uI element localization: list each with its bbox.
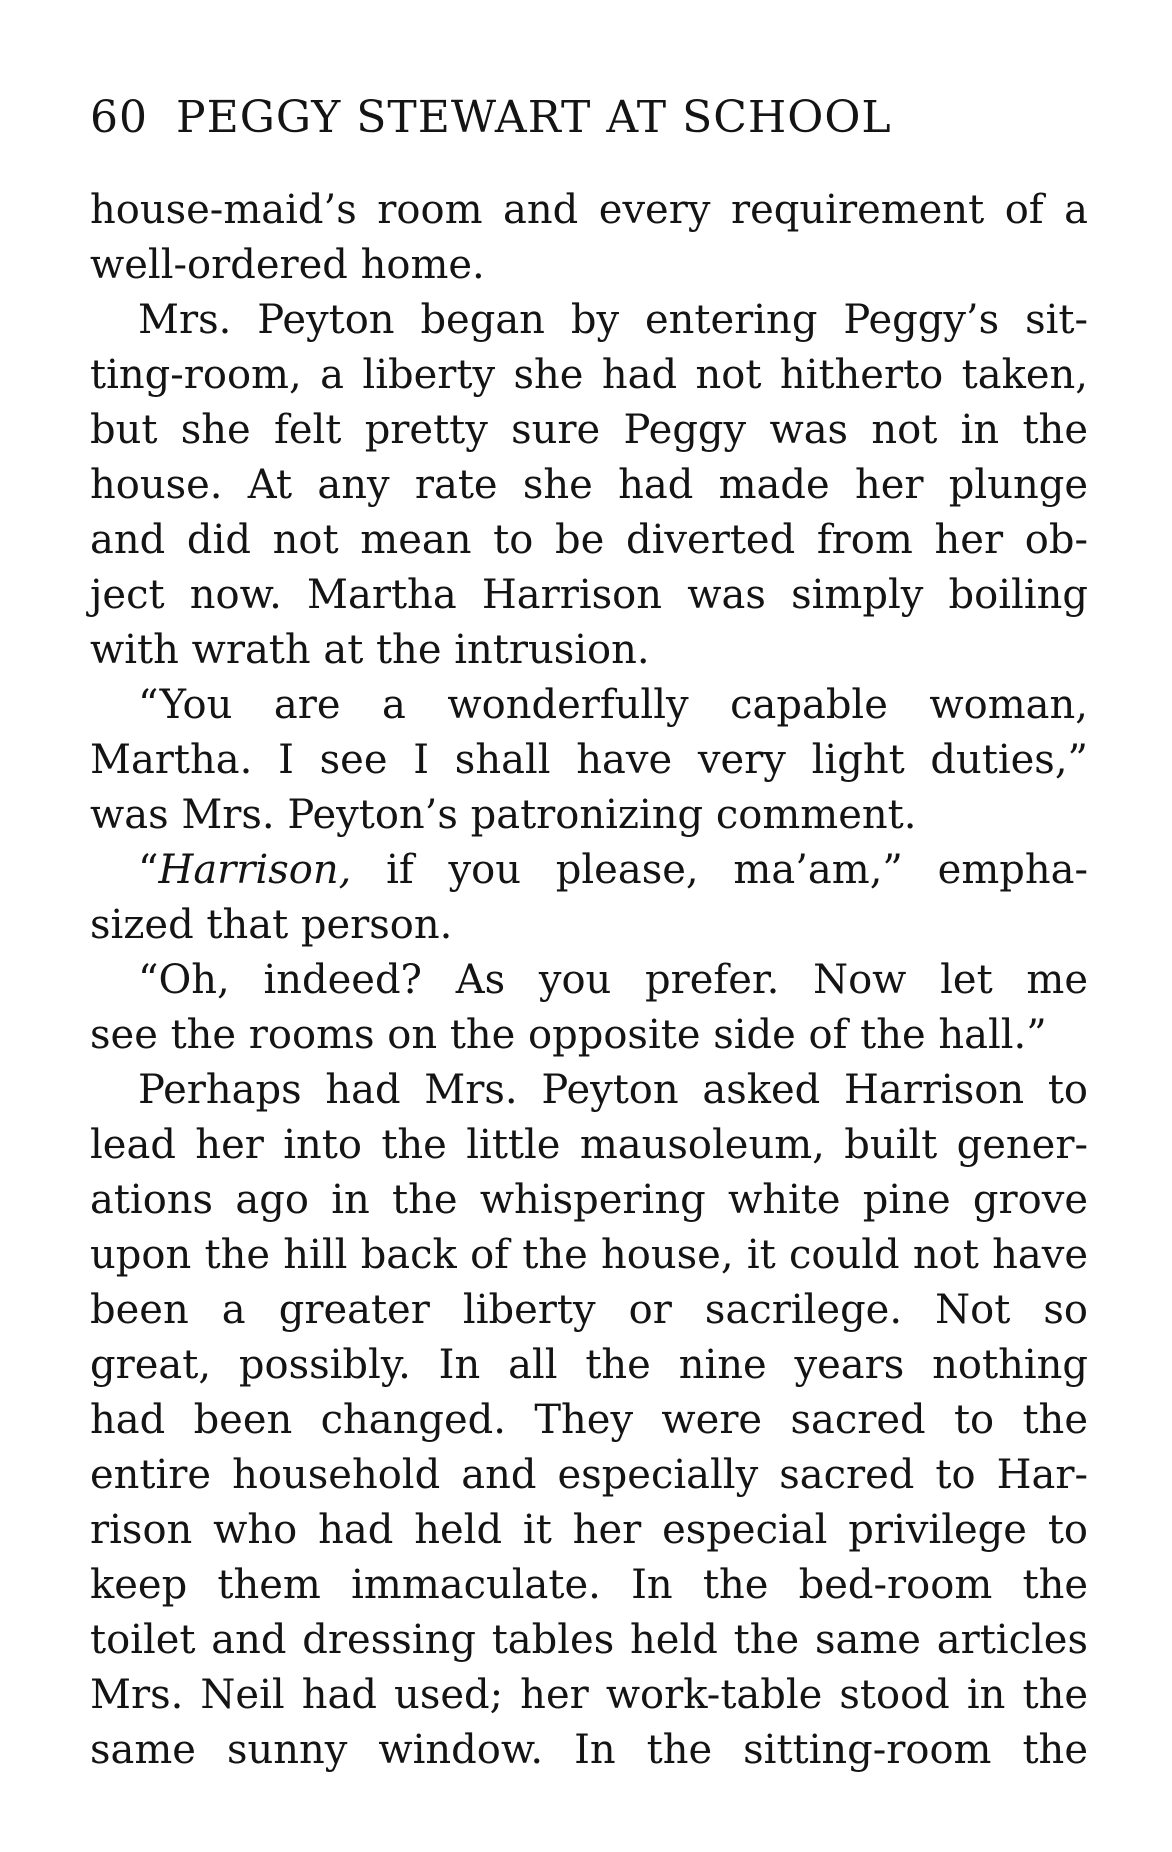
- text-line: been a greater liberty or sacrilege. Not so: [90, 1287, 1088, 1333]
- text-line: had been changed. They were sacred to the: [90, 1397, 1088, 1443]
- text-line: ject now. Martha Harrison was simply boiling: [90, 572, 1088, 618]
- text-line: ations ago in the whispering white pine grove: [90, 1177, 1088, 1223]
- text-line: upon the hill back of the house, it could not have: [90, 1232, 1088, 1278]
- text-line: but she felt pretty sure Peggy was not in the: [90, 407, 1088, 453]
- text-line: rison who had held it her especial privilege to: [90, 1507, 1088, 1553]
- text-line: Mrs. Neil had used; her work-table stood in the: [90, 1672, 1088, 1718]
- text-line: with wrath at the intrusion.: [90, 627, 650, 673]
- running-header: [90, 88, 1090, 148]
- text-line: toilet and dressing tables held the same articles: [90, 1617, 1088, 1663]
- text-line: Perhaps had Mrs. Peyton asked Harrison to: [138, 1067, 1088, 1113]
- text-line: same sunny window. In the sitting-room the: [90, 1727, 1088, 1773]
- text-line: great, possibly. In all the nine years nothing: [90, 1342, 1088, 1388]
- running-title: PEGGY STEWART AT SCHOOL: [176, 92, 892, 143]
- text-line-emphasis: [90, 843, 1088, 898]
- text-line: entire household and especially sacred to Har-: [90, 1452, 1088, 1498]
- text-line: was Mrs. Peyton’s patronizing comment.: [90, 792, 917, 838]
- text-line: well-ordered home.: [90, 242, 485, 288]
- text-line: “Oh, indeed? As you prefer. Now let me: [138, 957, 1088, 1003]
- open-quote: “: [138, 847, 159, 893]
- text-line: sized that person.: [90, 902, 453, 948]
- text-line: Martha. I see I shall have very light duties,”: [90, 737, 1088, 783]
- line-rest: if you please, ma’am,” empha-: [351, 847, 1088, 893]
- text-line: Mrs. Peyton began by entering Peggy’s sit-: [138, 297, 1088, 343]
- italic-name: Harrison,: [158, 847, 352, 893]
- text-line: ting-room, a liberty she had not hitherto taken,: [90, 352, 1088, 398]
- text-line: house. At any rate she had made her plunge: [90, 462, 1088, 508]
- text-line: see the rooms on the opposite side of the hall.”: [90, 1012, 1047, 1058]
- text-line: house-maid’s room and every requirement of a: [90, 187, 1088, 233]
- text-line: keep them immaculate. In the bed-room the: [90, 1562, 1088, 1608]
- text-line: lead her into the little mausoleum, built gener-: [90, 1122, 1088, 1168]
- text-line: “You are a wonderfully capable woman,: [138, 682, 1088, 728]
- text-line: and did not mean to be diverted from her ob-: [90, 517, 1088, 563]
- page-number: 60: [90, 92, 148, 143]
- body-text: [90, 183, 1088, 1778]
